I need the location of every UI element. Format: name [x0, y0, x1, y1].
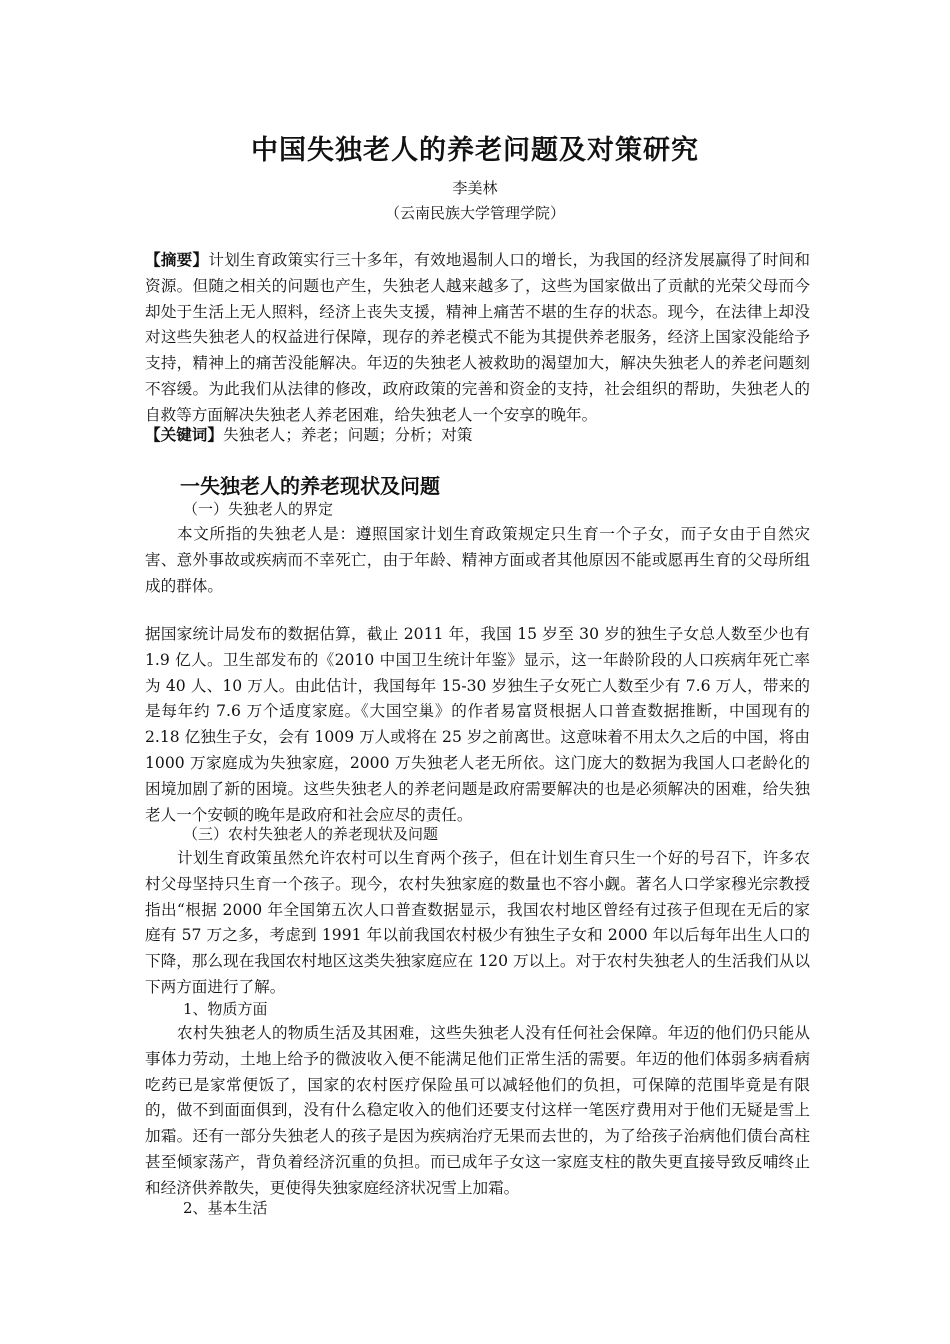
author-affiliation: （云南民族大学管理学院） [384, 204, 565, 222]
abstract [145, 248, 810, 429]
paragraph-definition: 本文所指的失独老人是：遵照国家计划生育政策规定只生育一个子女，而子女由于自然灾害、意外事故或疾病而不幸死亡，由于年龄、精神方面或者其他原因不能或愿再生育的父母所组成的群体。 [145, 525, 810, 595]
subsection-heading-definition: （一）失独老人的界定 [183, 500, 334, 518]
list-item-material: 1、物质方面 [183, 1000, 268, 1018]
author-name: 李美林 [452, 179, 498, 197]
paragraph-material: 农村失独老人的物质生活及其困难，这些失独老人没有任何社会保障。年迈的他们仍只能从事体力劳动，土地上给予的微波收入便不能满足他们正常生活的需要。年迈的他们体弱多病看病吃药已是家常便饭了，国家的农村医疗保险虽可以减轻他们的负担，可保障的范围毕竟是有限的，做不到面面俱到，没有什么稳定收入的他们还要支付这样一笔医疗费用对于他们无疑是雪上加霜。还有一部分失独老人的孩子是因为疾病治疗无果而去世的，为了给孩子治病他们债台高柱甚至倾家荡产，背负着经济沉重的负担。而已成年子女这一家庭支柱的散失更直接导致反哺终止和经济供养散失，更使得失独家庭经济状况雪上加霜。 [145, 1024, 810, 1197]
section-heading: 一失独老人的养老现状及问题 [180, 474, 440, 498]
paragraph-rural: 计划生育政策虽然允许农村可以生育两个孩子，但在计划生育只生一个好的号召下，许多农村父母坚持只生育一个孩子。现今，农村失独家庭的数量也不容小觑。著名人口学家穆光宗教授指出“根据 2000 年全国第五次人口普查数据显示，我国农村地区曾经有过孩子但现在无后的家庭有 57 万之多，考虑到 1991 年以前我国农村极少有独生子女和 2000 年以后每年出生人口的下降，那么现在我国农村地区这类失独家庭应在 120 万以上。对于农村失独老人的生活我们从以下两方面进行了解。 [145, 849, 810, 996]
list-item-basic-life: 2、基本生活 [183, 1199, 268, 1217]
keywords-label: 【关键词】 [145, 426, 223, 444]
paper-title: 中国失独老人的养老问题及对策研究 [251, 135, 699, 166]
keywords-text: 失独老人；养老；问题；分析；对策 [222, 426, 473, 444]
subsection-heading-rural: （三）农村失独老人的养老现状及问题 [183, 825, 439, 843]
keywords [145, 423, 810, 449]
abstract-text: 计划生育政策实行三十多年，有效地遏制人口的增长，为我国的经济发展赢得了时间和资源。但随之相关的问题也产生，失独老人越来越多了，这些为国家做出了贡献的光荣父母而今却处于生活上无人照料，经济上丧失支援，精神上痛苦不堪的生存的状态。现今，在法律上却没对这些失独老人的权益进行保障，现存的养老模式不能为其提供养老服务，经济上国家没能给予支持，精神上的痛苦没能解决。年迈的失独老人被救助的渴望加大，解决失独老人的养老问题刻不容缓。为此我们从法律的修改，政府政策的完善和资金的支持，社会组织的帮助，失独老人的自救等方面解决失独老人养老困难，给失独老人一个安享的晚年。 [145, 251, 810, 424]
abstract-label: 【摘要】 [145, 251, 209, 269]
paragraph-statistics: 据国家统计局发布的数据估算，截止 2011 年，我国 15 岁至 30 岁的独生子女总人数至少也有 1.9 亿人。卫生部发布的《2010 中国卫生统计年鉴》显示，这一年龄阶段的人口疾病年死亡率为 40 人、10 万人。由此估计，我国每年 15-30 岁独生子女死亡人数至少有 7.6 万人，带来的是每年约 7.6 万个适度家庭。《大国空巢》的作者易富贤根据人口普查数据推断，中国现有的 2.18 亿独生子女，会有 1009 万人或将在 25 岁之前离世。这意味着不用太久之后的中国，将由 1000 万家庭成为失独家庭，2000 万失独老人老无所依。这门庞大的数据为我国人口老龄化的困境加剧了新的困境。这些失独老人的养老问题是政府需要解决的也是必须解决的困难，给失独老人一个安顿的晚年是政府和社会应尽的责任。 [145, 625, 810, 824]
